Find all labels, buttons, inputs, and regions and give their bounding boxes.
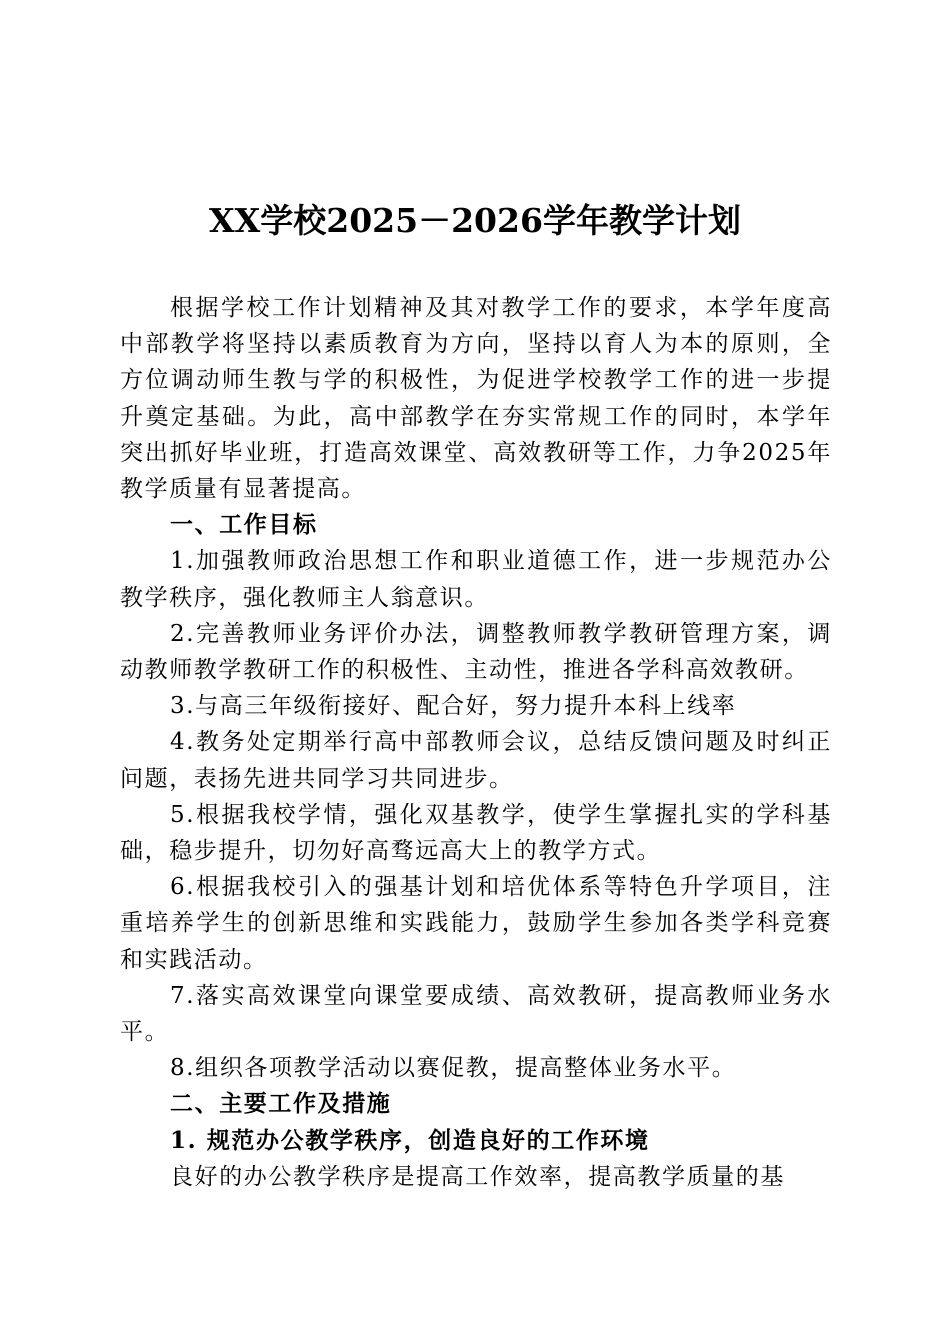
document-body xyxy=(120,290,832,1195)
goal-item-3: 3.与高三年级衔接好、配合好，努力提升本科上线率 xyxy=(170,693,737,720)
goal-item-5: 5.根据我校学情，强化双基教学，使学生掌握扎实的学科基础，稳步提升，切勿好高骛远高大上的教学方式。 xyxy=(120,801,832,865)
measure-paragraph-1: 良好的办公教学秩序是提高工作效率，提高教学质量的基 xyxy=(170,1163,785,1190)
section-heading-measures: 二、主要工作及措施 xyxy=(170,1090,392,1118)
section-heading-goals: 一、工作目标 xyxy=(170,511,318,539)
goal-item-8: 8.组织各项教学活动以赛促教，提高整体业务水平。 xyxy=(170,1055,737,1082)
measure-subheading-1: 1. 规范办公教学秩序，创造良好的工作环境 xyxy=(170,1126,650,1154)
goal-item-4: 4.教务处定期举行高中部教师会议，总结反馈问题及时纠正问题，表扬先进共同学习共同进步。 xyxy=(120,729,832,792)
document-title: XX学校2025－2026学年教学计划 xyxy=(209,201,741,240)
intro-paragraph: 根据学校工作计划精神及其对教学工作的要求，本学年度高中部教学将坚持以素质教育为方向，坚持以育人为本的原则，全方位调动师生教与学的积极性，为促进学校教学工作的进一步提升奠定基础。为此，高中部教学在夯实常规工作的同时，本学年突出抓好毕业班，打造高效课堂、高效教研等工作，力争2025年教学质量有显著提高。 xyxy=(120,295,832,503)
goal-item-1: 1.加强教师政治思想工作和职业道德工作，进一步规范办公教学秩序，强化教师主人翁意识。 xyxy=(120,548,832,611)
goal-item-7: 7.落实高效课堂向课堂要成绩、高效教研，提高教师业务水平。 xyxy=(120,982,832,1046)
goal-item-2: 2.完善教师业务评价办法，调整教师教学教研管理方案，调动教师教学教研工作的积极性、主动性，推进各学科高效教研。 xyxy=(120,620,832,684)
goal-item-6: 6.根据我校引入的强基计划和培优体系等特色升学项目，注重培养学生的创新思维和实践能力，鼓励学生参加各类学科竞赛和实践活动。 xyxy=(120,874,832,973)
